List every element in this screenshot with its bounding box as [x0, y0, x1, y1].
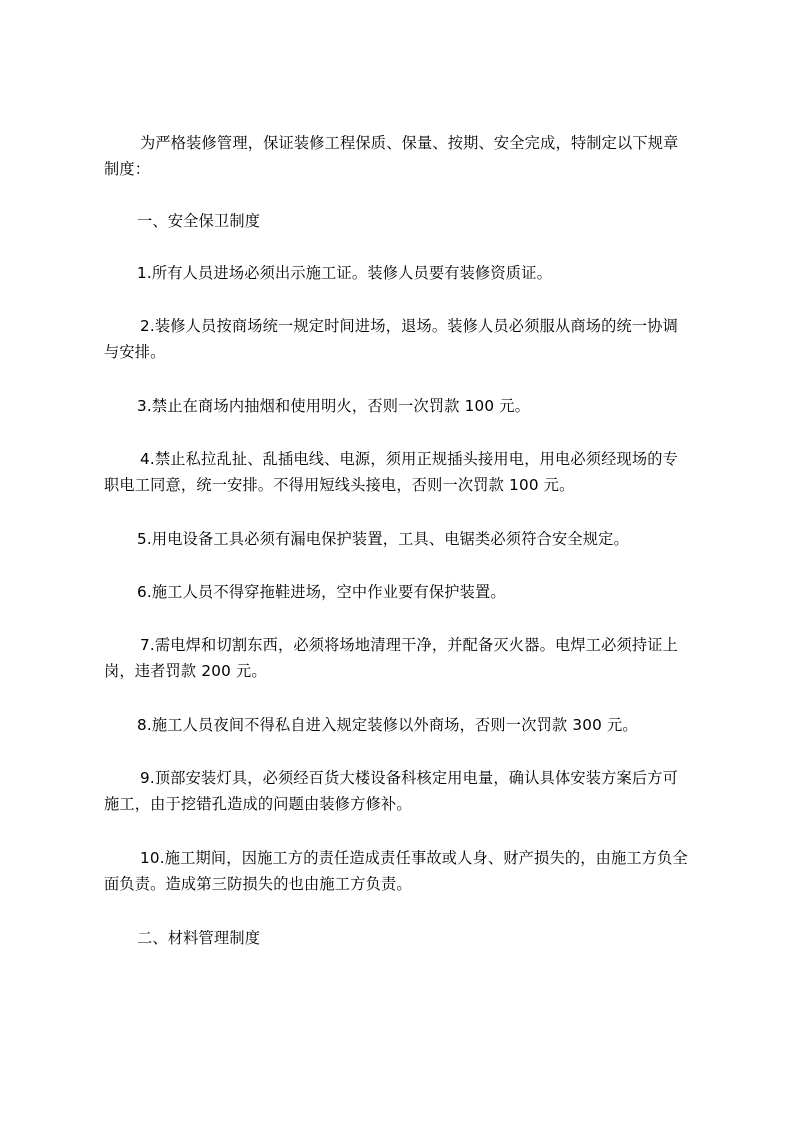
- list-item-1: 1.所有人员进场必须出示施工证。装修人员要有装修资质证。: [137, 264, 552, 282]
- list-item-2: 2.装修人员按商场统一规定时间进场，退场。装修人员必须服从商场的统一协调: [140, 317, 679, 335]
- list-item-5: 5.用电设备工具必须有漏电保护装置，工具、电锯类必须符合安全规定。: [137, 530, 629, 548]
- list-item-7-cont: 岗，违者罚款 200 元。: [104, 662, 267, 680]
- list-item-9-cont: 施工，由于挖错孔造成的问题由装修方修补。: [104, 795, 412, 813]
- list-item-6: 6.施工人员不得穿拖鞋进场，空中作业要有保护装置。: [137, 583, 506, 601]
- list-item-7: 7.需电焊和切割东西，必须将场地清理干净，并配备灭火器。电焊工必须持证上: [140, 636, 679, 654]
- list-item-3: 3.禁止在商场内抽烟和使用明火，否则一次罚款 100 元。: [137, 397, 531, 415]
- list-item-9: 9.顶部安装灯具，必须经百货大楼设备科核定用电量，确认具体安装方案后方可: [140, 769, 679, 787]
- list-item-10: 10.施工期间，因施工方的责任造成责任事故或人身、财产损失的，由施工方负全: [140, 849, 688, 867]
- intro-line-1: 为严格装修管理，保证装修工程保质、保量、按期、安全完成，特制定以下规章: [140, 134, 679, 152]
- section-title-materials: 二、材料管理制度: [137, 929, 261, 947]
- list-item-2-cont: 与安排。: [104, 343, 166, 361]
- intro-line-2: 制度：: [104, 160, 151, 178]
- list-item-10-cont: 面负责。造成第三防损失的也由施工方负责。: [104, 875, 412, 893]
- list-item-4-cont: 职电工同意，统一安排。不得用短线头接电，否则一次罚款 100 元。: [104, 476, 575, 494]
- list-item-4: 4.禁止私拉乱扯、乱插电线、电源，须用正规插头接用电，用电必须经现场的专: [140, 450, 679, 468]
- section-title-security: 一、安全保卫制度: [137, 212, 261, 230]
- list-item-8: 8.施工人员夜间不得私自进入规定装修以外商场，否则一次罚款 300 元。: [137, 716, 638, 734]
